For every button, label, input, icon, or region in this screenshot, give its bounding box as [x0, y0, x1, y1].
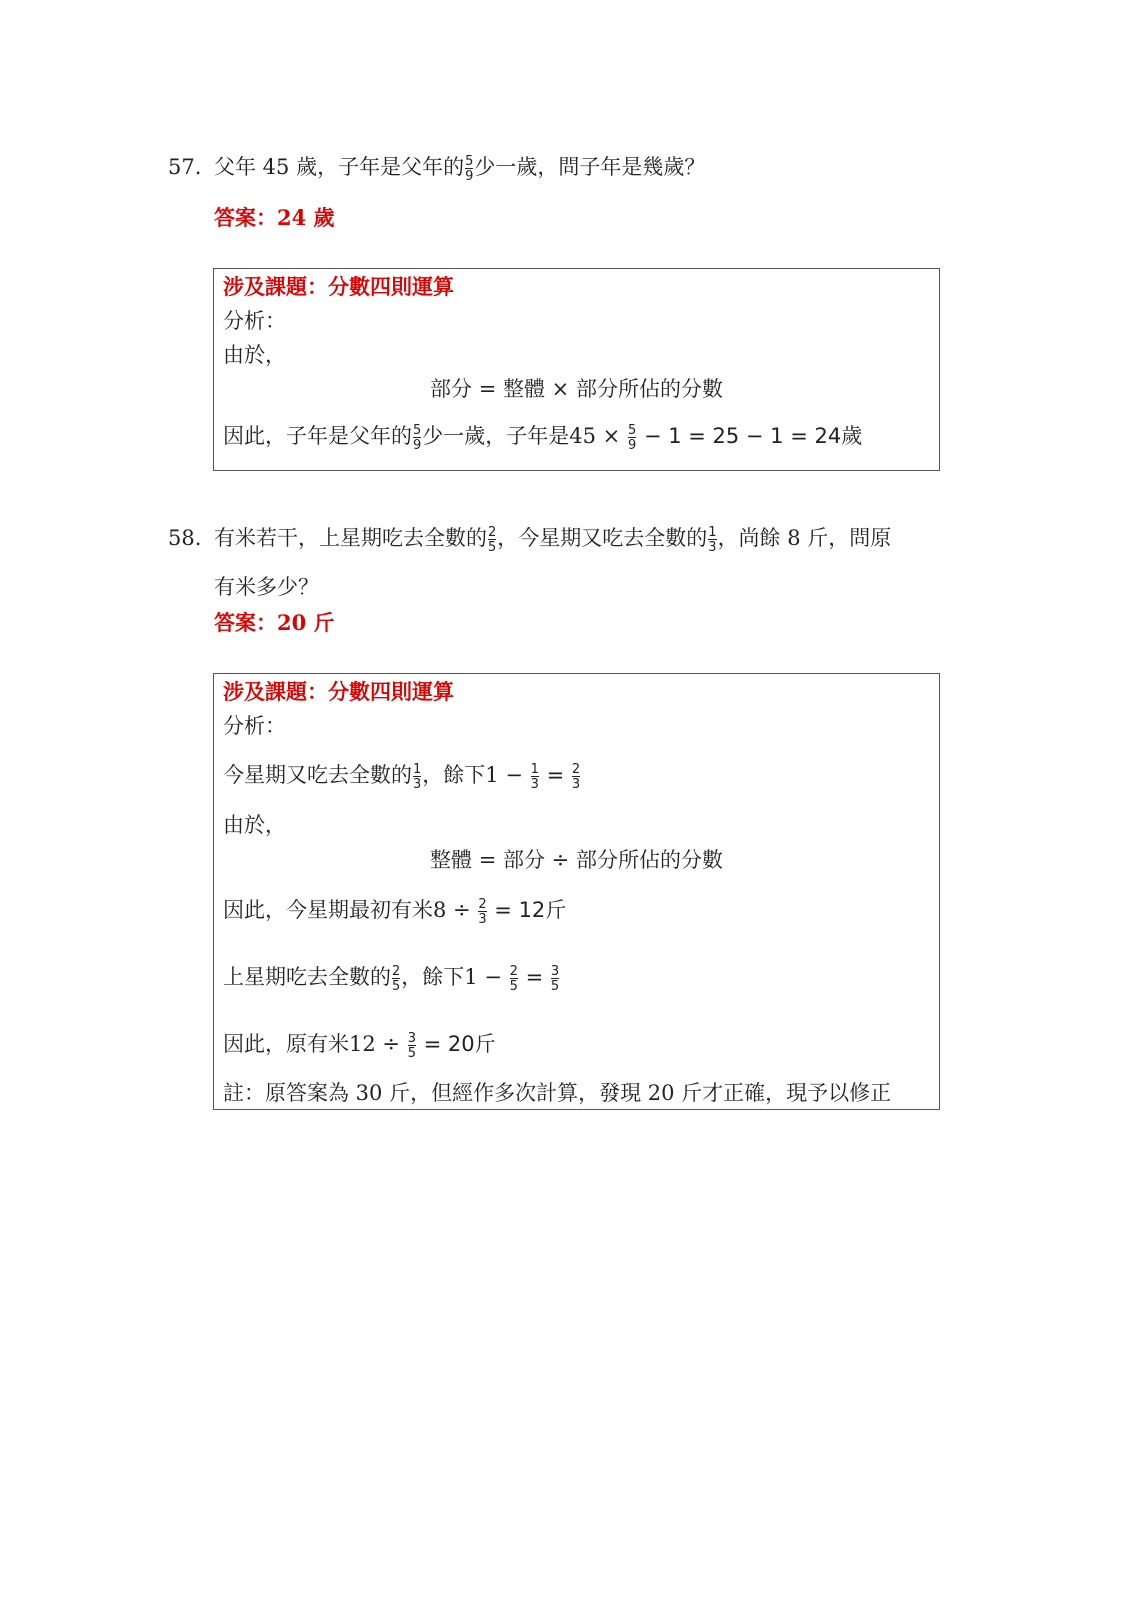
since-label: 由於， [223, 813, 286, 837]
answer: 答案：20 斤 [214, 610, 335, 635]
step-remaining-this-week: 今星期又吃去全數的 $\frac{1}{3}$ ，餘下1 − $\frac{1}{3}$ = $\frac{2}{3}$ [223, 761, 581, 792]
analysis-label: 分析： [223, 309, 286, 333]
fraction: $\frac{3}{5}$ [407, 1030, 416, 1061]
answer: 答案：24 歲 [214, 205, 335, 230]
formula: 部分 = 整體 × 部分所佔的分數 [430, 377, 723, 401]
fraction: $\frac{3}{5}$ [550, 963, 560, 994]
since-label: 由於， [223, 343, 286, 367]
analysis-box [213, 673, 940, 1110]
step-original: 因此，原有米12 ÷ $\frac{3}{5}$ = 20斤 [223, 1030, 496, 1061]
question-number: 57. [168, 155, 202, 179]
topic-heading: 涉及課題：分數四則運算 [223, 679, 454, 704]
step-initial-this-week: 因此，今星期最初有米8 ÷ $\frac{2}{3}$ = 12斤 [223, 896, 567, 927]
formula: 整體 = 部分 ÷ 部分所佔的分數 [430, 848, 723, 872]
conclusion: 因此，子年是父年的 $\frac{5}{9}$ 少一歲，子年是45 × $\frac{5}{9}$ − 1 = 25 − 1 = 24歲 [223, 422, 863, 453]
fraction: $\frac{5}{9}$ [413, 422, 422, 453]
fraction: $\frac{1}{3}$ [413, 761, 422, 792]
fraction: $\frac{5}{9}$ [627, 422, 637, 453]
analysis-box [213, 268, 940, 471]
topic-heading: 涉及課題：分數四則運算 [223, 274, 454, 299]
analysis-label: 分析： [223, 714, 286, 738]
fraction: $\frac{1}{3}$ [530, 761, 539, 792]
question-number: 58. [168, 526, 202, 550]
fraction: $\frac{1}{3}$ [708, 524, 717, 555]
step-remaining-last-week: 上星期吃去全數的 $\frac{2}{5}$ ，餘下1 − $\frac{2}{5}$ = $\frac{3}{5}$ [223, 963, 560, 994]
fraction: $\frac{5}{9}$ [465, 153, 474, 184]
fraction: $\frac{2}{3}$ [571, 761, 581, 792]
fraction: $\frac{2}{5}$ [488, 524, 497, 555]
question-text: 父年 45 歲，子年是父年的 $\frac{5}{9}$ 少一歲，問子年是幾歲？ [214, 153, 706, 184]
fraction: $\frac{2}{3}$ [478, 896, 487, 927]
fraction: $\frac{2}{5}$ [392, 963, 401, 994]
note: 註：原答案為 30 斤，但經作多次計算，發現 20 斤才正確，現予以修正 [223, 1081, 892, 1105]
fraction: $\frac{2}{5}$ [509, 963, 518, 994]
question-text: 有米若干，上星期吃去全數的 $\frac{2}{5}$ ，今星期又吃去全數的 $\frac{1}{3}$ ，尚餘 8 斤，問原 [214, 524, 892, 555]
